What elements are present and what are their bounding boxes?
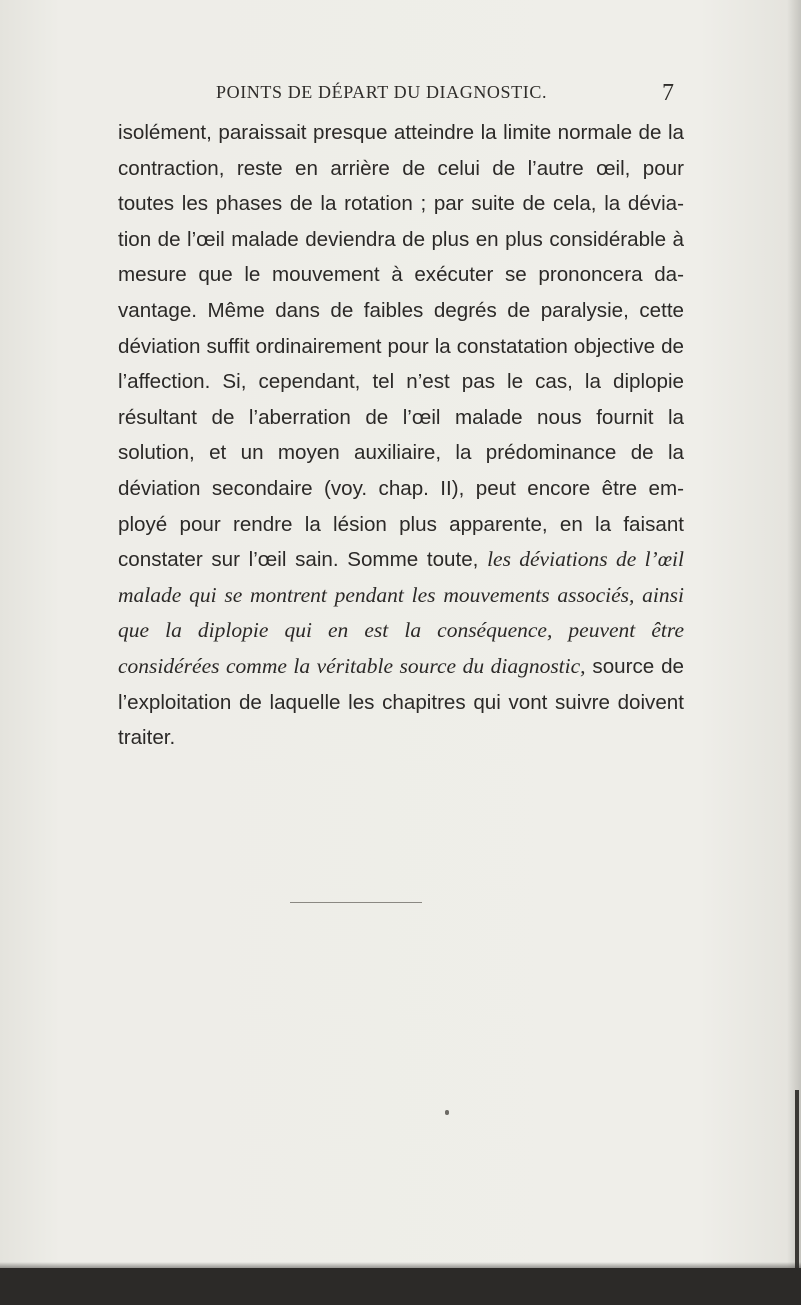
body-text-roman: isolément, paraissait presque atteindre la limite normale de la contraction, reste en arrière de celui de l’autre œil, pour toutes les phases de la rotation ; par suite de cela, la dévia-tion de l’œil malade deviendra de plus en plus considérable à mesure que le mouvement à exécuter se prononcera da-vantage. Même dans de faibles degrés de paralysie, cette déviation suffit ordinairement pour la constatation objective de l’affection. Si, cependant, tel n’est pas le cas, la diplopie résultant de l’aberration de l’œil malade nous fournit la solution, et un moyen auxiliaire, la prédominance de la déviation secondaire (voy. chap. II), peut encore être em-ployé pour rendre la lésion plus apparente, en la faisant constater sur l’œil sain. Somme toute, [118,121,684,572]
running-title: POINTS DE DÉPART DU DIAGNOSTIC. [216,82,548,102]
page-edge-mark [795,1090,799,1290]
body-text-conclusion: source de l’exploitation de laquelle les chapitres qui vont suivre doivent traiter. [118,654,684,750]
body-paragraph [118,115,684,756]
scan-bottom-edge [0,1268,801,1305]
paper-speck [445,1110,449,1115]
body-text-italic: les déviations de l’œil malade qui se montrent pendant les mouvements associés, ainsi que la diplopie qui en est la conséquence, peuvent être considérées comme la véritable source du diagnostic, [118,547,684,678]
running-head [0,82,801,106]
page-number: 7 [662,80,674,106]
section-divider [290,902,422,903]
